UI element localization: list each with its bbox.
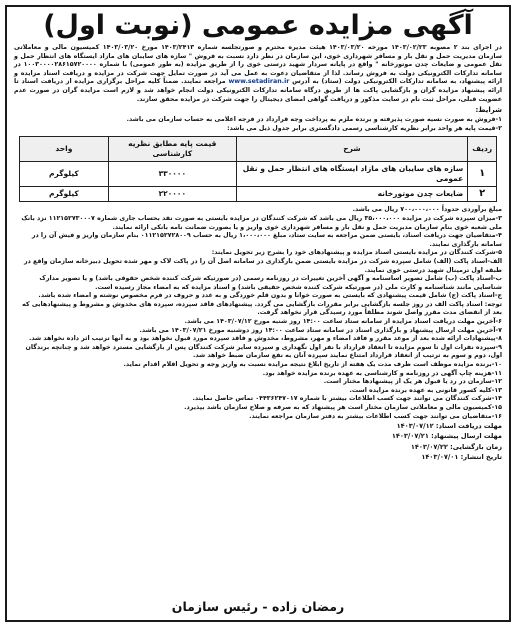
condition-item: ۱۳-کلیه کسور قانونی به عهده برنده مزایده است. [349,386,502,394]
condition-item: ۱۲-سازمان در رد یا قبول هر یک از پیشنهادها مختار است. [323,378,502,386]
website-link[interactable]: www.setadiran.ir [228,78,290,86]
intro-text: در اجرای بند ۲ مصوبه ۱۴۰۳/۰۲/۲۳ مورخه ۱۴۰۳/۰۳/۲۰ هیئت مدیره محترم و صورتجلسه شماره ۱۴۰۳/۲۴۱۳ مورخ ۱۴۰۳/۰۳/۲۰ کمیسیون مالی و معاملاتی سازمان مدیریت حمل و نقل بار و مسافر شهرداری خوی، این سازمان در نظر دارد نسبت به فروش " سازه های سایبان های مازاد ایستگاه های انتظار حمل و نقل عمومی و ضایعات چدن موتورخانه " واقع در پایانه سردار شهید درستی خوی را از طریق مزایده (به طور عمومی) با شماره ۱۰۰۳۰۰۰۰۲۸۶۱۵۷۲۰۰۰۰ در سامانه تدارکات الکترونیکی دولت به فروش رساند. لذا از متقاضیان دعوت به عمل می آید در صورت تمایل جهت شرکت در مزایده و دریافت اسناد مزایده و ارائه پیشنهاد، به سامانه تدارکات الکترونیکی دولت (ستاد) به آدرس [14,44,503,86]
date-line: مهلت دریافت اسناد: ۱۴۰۳/۰۷/۱۲ [396,422,502,431]
table-row [19,162,496,187]
condition-item: مبلغ برآوردی حدوداً ۷۰۰،۰۰۰،۰۰۰ ریال می باشد. [352,206,502,214]
cell-base-price: ۲۲۰۰۰۰ [108,187,236,202]
col-description: شرح [236,137,468,162]
intro-paragraph [14,44,502,104]
col-unit: واحد [19,137,108,162]
condition-item: ۱۵-کمیسیون مالی و معاملاتی سازمان مختار است هر پیشنهاد که به صرفه و صلاح سازمان باشد بپذیرد. [184,404,502,411]
condition-item: ۷-آخرین مهلت ارسال پیشنهاد و بارگذاری اسناد در سامانه ستاد ساعت ۱۴:۰۰ روز دوشنبه مورخ ۱۴۰۳/۰۷/۲۱ می باشد. [139,326,502,334]
notice-title: آگهی مزایده عمومی (نوبت اول) [43,10,473,41]
key-dates [14,422,502,462]
conditions-top [14,116,502,133]
condition-item: ۴-متقاضیان جهت دریافت اسناد، بایستی ضمن مراجعه به سایت ستاد، مبلغ ۱،۰۰۰،۰۰۰ ریال به حساب ۰۱۱۲۱۵۲۷۲۸۰۰۹ بنام سازمان واریز و فیش آن را در سامانه بارگذاری نمایند. [31,232,502,248]
condition-item: توجه: اسناد پاکت الف در روز جلسه بازگشایی برابر مقررات بازگشایی می گردد. پیشنهادهای فاقد سپرده، سپرده های مخدوش و مشروط و پیشنهادهایی که بعد از انقضای مدت مقرر واصل شوند مطلقاً مورد رسیدگی قرار نخواهد گرفت. [22,300,502,317]
condition-item: ۱-فروش به صورت نسیه صورت پذیرفته و برنده ملزم به پرداخت وجه قرارداد در فرجه اعلامی به حساب سازمان می باشد. [126,116,502,124]
cell-row-number: ۱ [468,162,497,187]
conditions-heading: شرایط: [475,106,502,115]
cell-unit: کیلوگرم [19,187,108,202]
condition-item: ۲-قیمت پایه هر واحد برابر نظریه کارشناسی رسمی دادگستری برابر جدول ذیل می باشد: [227,124,502,132]
condition-item: ج-اسناد پاکت (ج) شامل قیمت پیشنهادی که بایستی به صورت خوانا و بدون قلم خوردگی و به عدد و حروف در فرم مخصوص نوشته و امضاء شده باشد. [38,292,502,300]
condition-item: ۱۰-برنده مزایده موظف است ظرف مدت یک هفته از تاریخ ابلاغ نتیجه مزایده نسبت به واریز وجه و تحویل اقلام اقدام نماید. [123,361,502,369]
cell-description: سازه های سایبان های مازاد ایستگاه های انتظار حمل و نقل عمومی [236,162,468,187]
cell-description: ضایعات چدن موتورخانه [236,187,468,202]
conditions-list [14,206,502,421]
date-line: تاریخ انتشار: ۱۴۰۳/۰۷/۰۱ [421,452,502,461]
condition-item: ۹-سپرده نفرات اول تا سوم مزایده تا انعقاد قرارداد با نفر اول نگهداری و سپرده سایر شرکت کنندگان پس از بازگشایی مسترد خواهد شد و چنانچه برندگان اول، دوم و سوم به ترتیب از انعقاد قرارداد امتناع نمایند سپرده آنان به نفع سازمان ضبط خواهد شد. [25,343,502,360]
condition-item: ۱۶-متقاضیان می توانند جهت کسب اطلاعات بیشتر به دفتر سازمان مراجعه نمایند. [249,412,502,420]
condition-item: ب-اسناد پاکت (ب) شامل تصویر اساسنامه و آگهی آخرین تغییرات در روزنامه رسمی (در صورتیکه شرکت کننده شخص حقوقی باشد) و یا تصویر مدارک شناسایی مانند شناسنامه و کارت ملی (در صورتیکه شرکت کننده شخص حقیقی باشد) و اسناد مزایده که به امضاء مجاز رسیده است. [39,275,502,291]
cell-row-number: ۲ [468,187,497,202]
col-row-number: ردیف [468,137,497,162]
table-header-row [19,137,496,162]
signature: رمضان زاده - رئیس سازمان [171,599,345,614]
cell-unit: کیلوگرم [19,162,108,187]
condition-item: ۳-میزان سپرده شرکت در مزایده ۳۵،۰۰۰،۰۰۰ ریال می باشد که شرکت کنندگان در مزایده بایستی به صورت نقد بحساب جاری شماره ۱۱۲۱۵۲۷۳۰۰۰۷ نزد بانک ملی شعبه خوی بنام سازمان مدیریت حمل و نقل بار و مسافر شهرداری خوی واریز و یا بصورت ضمانت نامه بانکی ارائه نمایند. [21,214,502,231]
table-row [19,187,496,202]
col-base-price: قیمت پایه مطابق نظریه کارشناسی [108,137,236,162]
price-table [19,136,497,202]
intro-text-end: مراجعه نمایند. ضمناً کلیه مراحل برگزاری مزایده از دریافت اسناد تا ارائه پیشنهاد مزایده گران و بازگشایی پاکت ها از طریق درگاه سامانه تدارکات الکترونیکی دولت انجام خواهد شد و لازم است مزایده گران در صورت عدم عضویت قبلی، مراحل ثبت نام در سایت مذکور و دریافت گواهی امضای دیجیتال را جهت شرکت در مزایده محقق سازند. [14,78,502,103]
condition-item: الف-اسناد پاکت (الف) شامل سپرده شرکت در مزایده بایستی ضمن بارگذاری در سامانه اصل آن را در پاکت لاک و مهر شده تحویل دبیرخانه سازمان واقع در طبقه اول ترمینال شهید درستی خوی نمایند. [24,257,502,274]
date-line: زمان بازگشایی: ۱۴۰۳/۰۷/۲۲ [410,442,502,451]
condition-item: ۱۴-شرکت کنندگان می توانند جهت کسب اطلاعات بیشتر با شماره ۰۴۴۳۶۲۴۷۰۱۷ تماس حاصل نمایند. [192,395,502,403]
date-line: مهلت ارسال پیشنهاد: ۱۴۰۳/۰۷/۲۱ [391,432,502,441]
condition-item: ۶-آخرین مهلت دریافت اسناد مزایده از سامانه ستاد ساعت ۱۴:۰۰ روز شنبه مورخ ۱۴۰۳/۰۷/۱۲ می باشد. [184,318,502,326]
notice-page [5,5,511,622]
condition-item: ۱۱-هزینه چاپ آگهی در روزنامه و کارشناسی به عهده برنده مزایده خواهد بود. [262,369,502,377]
condition-item: ۵-شرکت کنندگان در مزایده بایستی اسناد مزایده و پیشنهادهای خود را بشرح زیر تحویل نمایند: [211,249,502,257]
cell-base-price: ۳۳۰۰۰۰ [108,162,236,187]
condition-item: ۸-پیشنهادات ارائه شده بعد از موعد مقرر و فاقد امضاء و مهر، مشروط، مخدوش و فاقد سپرده مورد قبول نخواهد بود و به آنها ترتیب اثر داده نخواهد شد. [29,335,502,343]
